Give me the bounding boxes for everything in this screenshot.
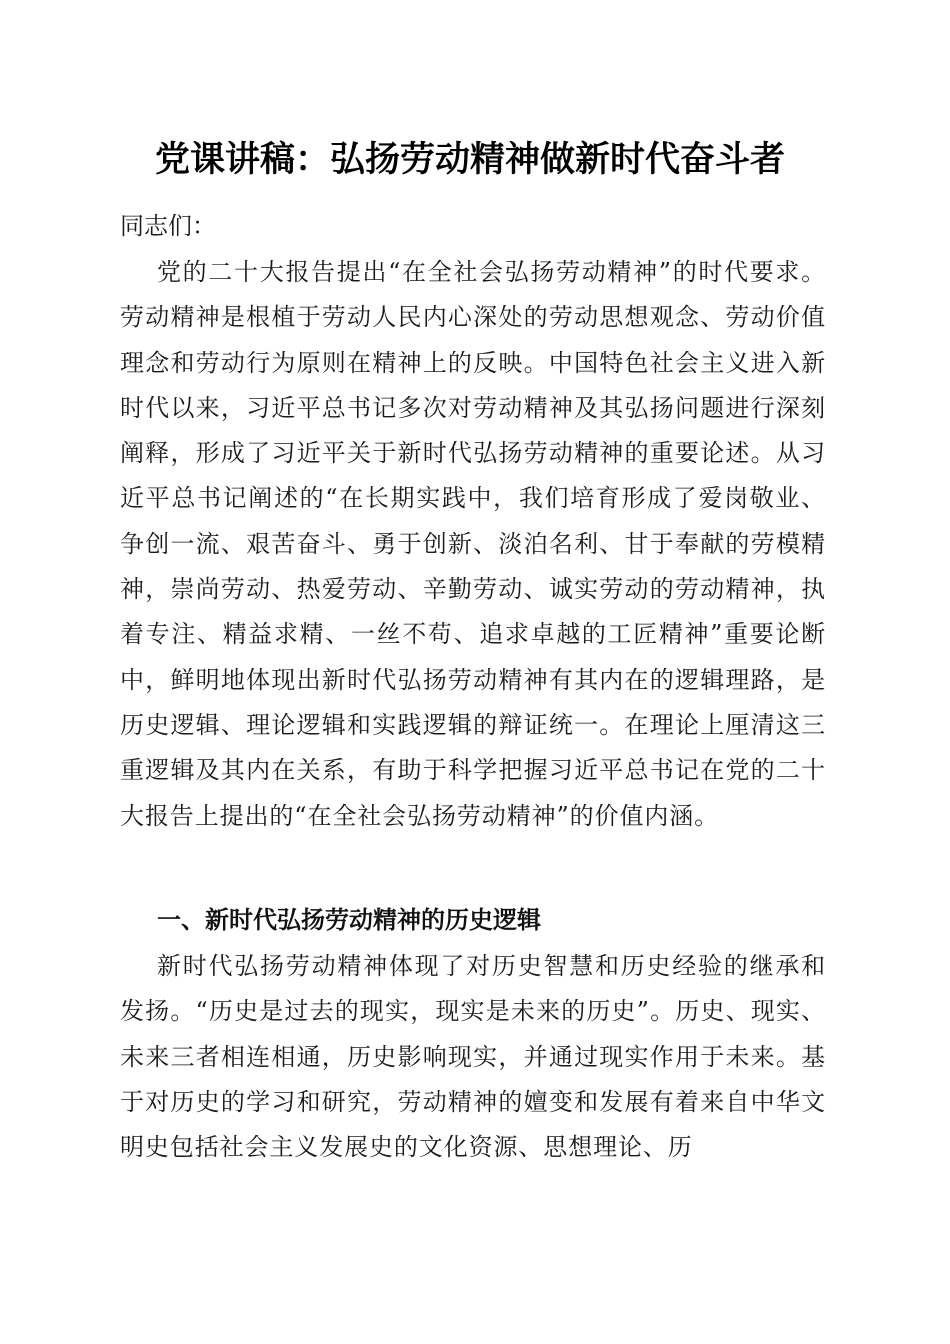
body-paragraph-1: 党的二十大报告提出“在全社会弘扬劳动精神”的时代要求。劳动精神是根植于劳动人民内心深处的劳动思想观念、劳动价值理念和劳动行为原则在精神上的反映。中国特色社会主义进入新时代以来，习近平总书记多次对劳动精神及其弘扬问题进行深刻阐释，形成了习近平关于新时代弘扬劳动精神的重要论述。从习近平总书记阐述的“在长期实践中，我们培育形成了爱岗敬业、争创一流、艰苦奋斗、勇于创新、淡泊名利、甘于奉献的劳模精神，崇尚劳动、热爱劳动、辛勤劳动、诚实劳动的劳动精神，执着专注、精益求精、一丝不苟、追求卓越的工匠精神”重要论断中，鲜明地体现出新时代弘扬劳动精神有其内在的逻辑理路，是历史逻辑、理论逻辑和实践逻辑的辩证统一。在理论上厘清这三重逻辑及其内在关系，有助于科学把握习近平总书记在党的二十大报告上提出的“在全社会弘扬劳动精神”的价值内涵。 [120, 258, 826, 830]
body-paragraph-2: 新时代弘扬劳动精神体现了对历史智慧和历史经验的继承和发扬。“历史是过去的现实，现实是未来的历史”。历史、现实、未来三者相连相通，历史影响现实，并通过现实作用于未来。基于对历史的学习和研究，劳动精神的嬗变和发展有着来自中华文明史包括社会主义发展史的文化资源、思想理论、历 [120, 952, 826, 1162]
section-heading-1: 一、新时代弘扬劳动精神的历史逻辑 [157, 906, 541, 934]
document-title: 党课讲稿：弘扬劳动精神做新时代奋斗者 [154, 139, 785, 180]
salutation: 同志们： [120, 212, 216, 240]
